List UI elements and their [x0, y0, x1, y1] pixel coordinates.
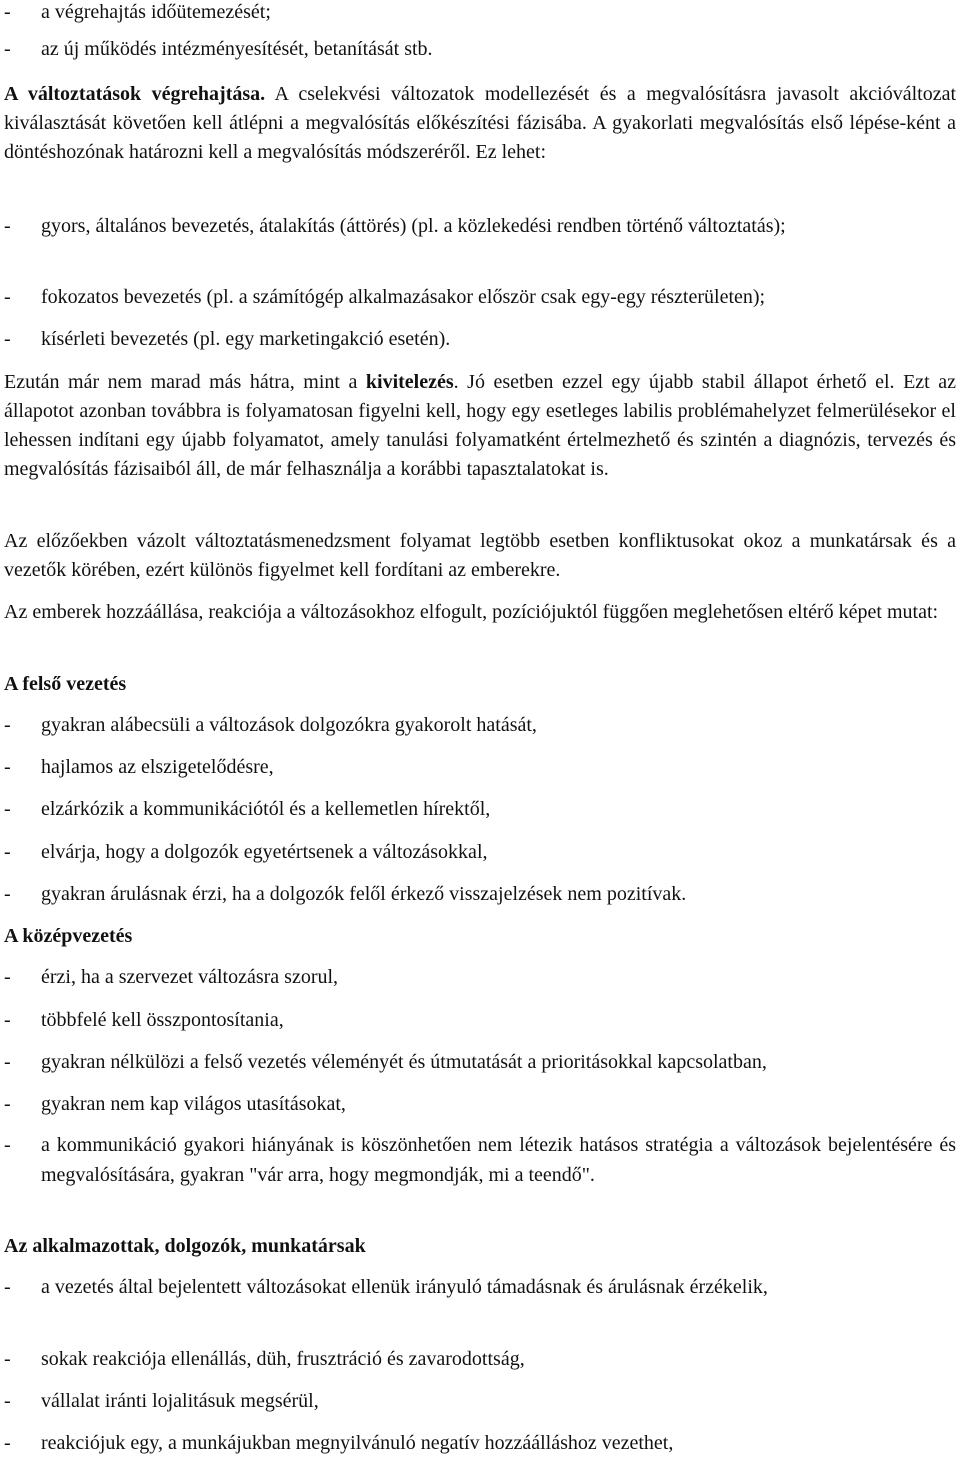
- list-item-text: gyakran nélkülözi a felső vezetés véleményét és útmutatását a prioritásokkal kapcsolatban,: [41, 1051, 767, 1073]
- paragraph-conflict: Az előzőekben vázolt változtatásmenedzsment folyamat legtöbb esetben konfliktusokat okoz a munkatársak és a vezetők körében, ezért különös figyelmet kell fordítani az emberekre.: [4, 530, 956, 581]
- list-item: [4, 1131, 956, 1190]
- list-item: [4, 1387, 956, 1417]
- paragraph-text: . Jó esetben ezzel egy újabb stabil állapot érhető el. Ezt az állapotot azonban továbbra is folyamatosan figyelni kell, hogy egy esetleges labilis problémahelyzet felmerülésekor el lehessen indítani egy újabb folyamatot, amely tanulási folyamatként értelmezhető és szintén a diagnózis, tervezés és megvalósítás fázisaiból áll, de már felhasználja a korábbi tapasztalatokat is.: [4, 371, 956, 480]
- paragraph-implementation: [4, 80, 956, 167]
- list-item: [4, 880, 956, 910]
- bold-lead: A változtatások végrehajtása.: [4, 83, 266, 105]
- list-item: [4, 1345, 956, 1375]
- list-item: [4, 1090, 956, 1120]
- list-item-text: gyakran alábecsüli a változások dolgozókra gyakorolt hatását,: [41, 714, 537, 736]
- list-item-text: többfelé kell összpontosítania,: [41, 1009, 284, 1031]
- list-item-text: vállalat iránti lojalitásuk megsérül,: [41, 1390, 319, 1412]
- list-item-text: érzi, ha a szervezet változásra szorul,: [41, 966, 339, 988]
- list-dash: -: [4, 328, 11, 350]
- list-dash: -: [4, 215, 11, 237]
- paragraph-text: A cselekvési változatok modellezését és a megvalósításra javasolt akcióváltozat kiválasztását követően kell átlépni a megvalósítás előkészítési fázisába. A gyakorlati megvalósítás első lépése-ként a döntéshozónak határozni kell a megvalósítás módszeréről. Ez lehet:: [4, 83, 956, 163]
- list-item-text: hajlamos az elszigetelődésre,: [41, 756, 274, 778]
- list-item: [4, 838, 956, 868]
- list-dash: -: [4, 798, 11, 820]
- heading-middle-management: A középvezetés: [4, 925, 133, 947]
- heading-employees: Az alkalmazottak, dolgozók, munkatársak: [4, 1235, 366, 1257]
- paragraph-text: Ezután már nem marad más hátra, mint a: [4, 371, 366, 393]
- paragraph-attitude: Az emberek hozzáállása, reakciója a változásokhoz elfogult, pozíciójuktól függően meglehetősen eltérő képet mutat:: [4, 601, 939, 623]
- list-item: [4, 0, 956, 28]
- list-item: [4, 753, 956, 783]
- list-item-text: elzárkózik a kommunikációtól és a kellemetlen hírektől,: [41, 798, 491, 820]
- list-dash: -: [4, 1134, 11, 1156]
- list-dash: -: [4, 38, 11, 60]
- list-item-text: fokozatos bevezetés (pl. a számítógép alkalmazásakor először csak egy-egy részterületen);: [41, 286, 766, 308]
- list-dash: -: [4, 1093, 11, 1115]
- list-item: [4, 1048, 956, 1078]
- list-item-text: sokak reakciója ellenállás, düh, frusztráció és zavarodottság,: [41, 1348, 525, 1370]
- list-item: [4, 325, 956, 355]
- list-item-text: kísérleti bevezetés (pl. egy marketingakció esetén).: [41, 328, 451, 350]
- list-item-text: reakciójuk egy, a munkájukban megnyilvánuló negatív hozzáálláshoz vezethet,: [41, 1432, 674, 1454]
- list-item-text: elvárja, hogy a dolgozók egyetértsenek a változásokkal,: [41, 841, 488, 863]
- list-item: [4, 963, 956, 993]
- list-item: [4, 35, 956, 65]
- list-item-text: gyakran nem kap világos utasításokat,: [41, 1093, 346, 1115]
- list-dash: -: [4, 756, 11, 778]
- list-dash: -: [4, 1, 11, 23]
- list-item: [4, 795, 956, 825]
- list-item-text: az új működés intézményesítését, betanítását stb.: [41, 38, 433, 60]
- paragraph-execution: [4, 368, 956, 484]
- list-item-text: a végrehajtás időütemezését;: [41, 1, 271, 23]
- list-item: [4, 212, 956, 242]
- list-dash: -: [4, 286, 11, 308]
- list-item: [4, 1006, 956, 1036]
- list-item: [4, 1429, 956, 1459]
- list-dash: -: [4, 1348, 11, 1370]
- heading-top-management: A felső vezetés: [4, 673, 127, 695]
- list-dash: -: [4, 1432, 11, 1454]
- list-item-text: gyors, általános bevezetés, átalakítás (áttörés) (pl. a közlekedési rendben történő változtatás);: [41, 215, 786, 237]
- list-dash: -: [4, 966, 11, 988]
- list-item: [4, 711, 956, 741]
- list-dash: -: [4, 883, 11, 905]
- list-item-text: gyakran árulásnak érzi, ha a dolgozók felől érkező visszajelzések nem pozitívak.: [41, 883, 687, 905]
- list-item-text: a kommunikáció gyakori hiányának is köszönhetően nem létezik hatásos stratégia a változások bejelentésére és megvalósítására, gyakran "vár arra, hogy megmondják, mi a teendő".: [41, 1134, 956, 1186]
- list-item: [4, 1273, 956, 1303]
- list-dash: -: [4, 1276, 11, 1298]
- list-dash: -: [4, 1051, 11, 1073]
- list-dash: -: [4, 714, 11, 736]
- list-item: [4, 283, 956, 313]
- bold-term: kivitelezés: [365, 371, 454, 393]
- list-dash: -: [4, 841, 11, 863]
- list-dash: -: [4, 1390, 11, 1412]
- list-dash: -: [4, 1009, 11, 1031]
- list-item-text: a vezetés által bejelentett változásokat ellenük irányuló támadásnak és árulásnak érzékelik,: [41, 1276, 768, 1298]
